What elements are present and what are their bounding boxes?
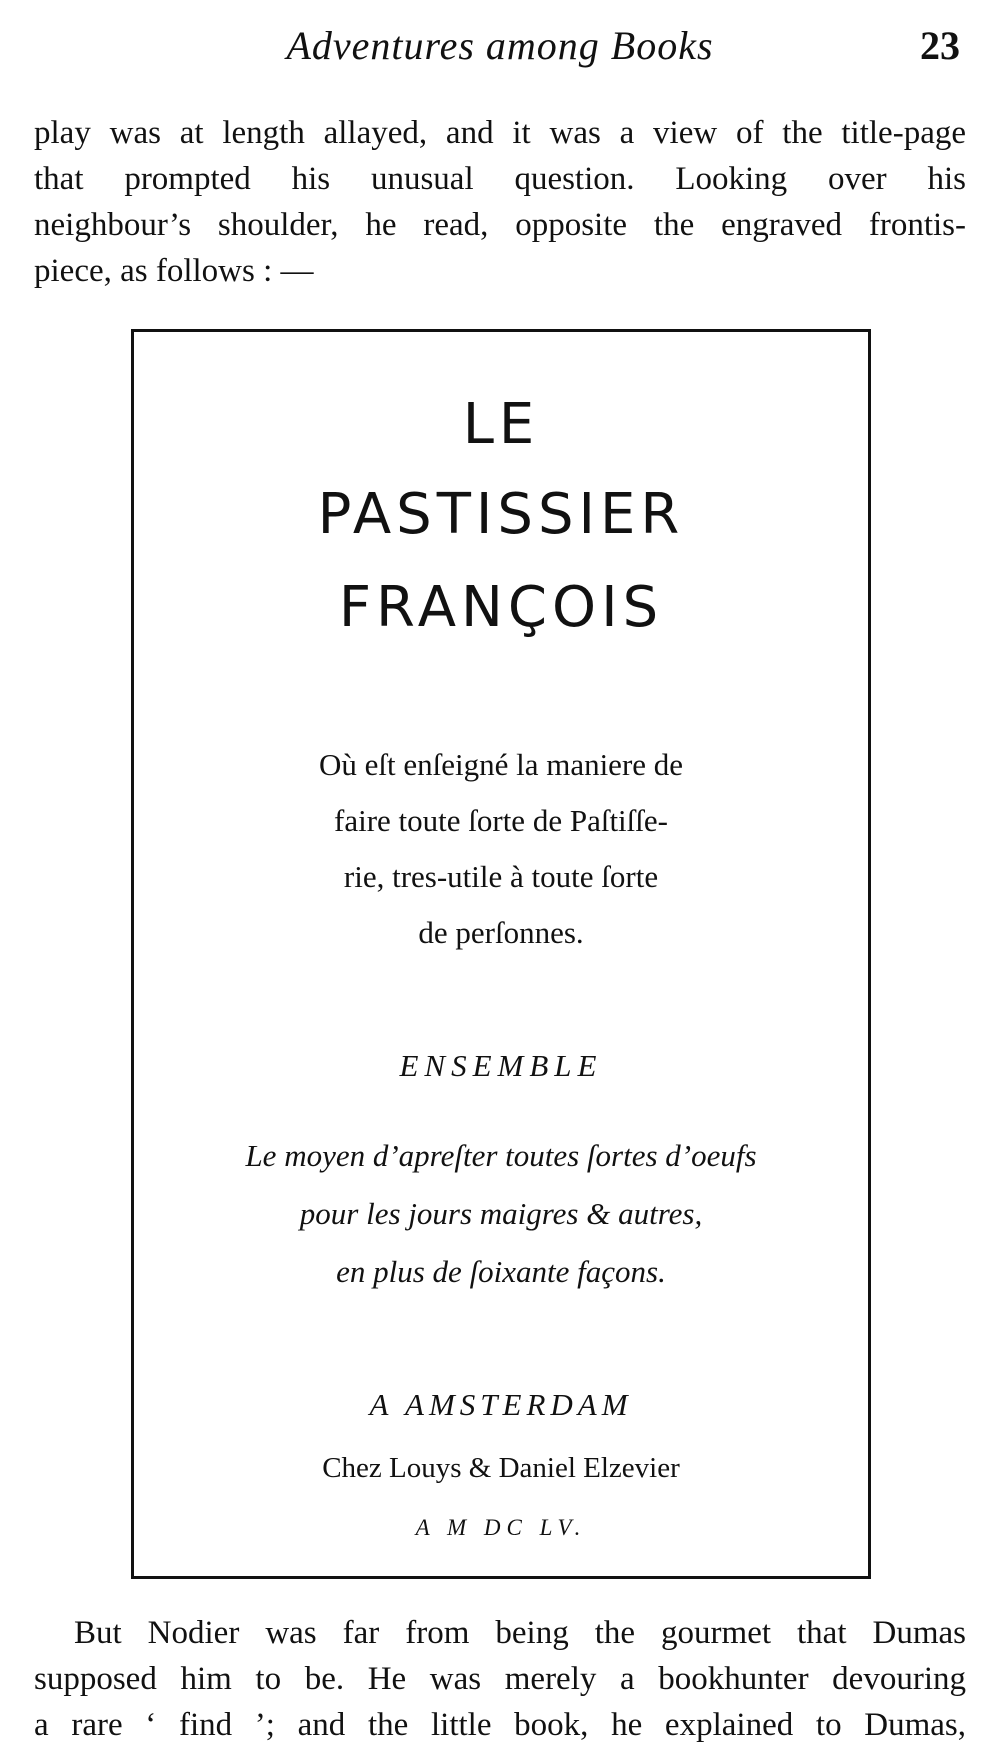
description-line: faire toute ſorte de Paſtiſſe- [334, 803, 668, 838]
title-page-line-francois: FRANÇOIS [338, 575, 664, 640]
subtitle-line: Le moyen d’apreſter toutes ſortes d’oeufs [245, 1138, 757, 1173]
running-header [0, 22, 1000, 72]
text-line: supposed him to be. He was merely a bookhunter devouring [34, 1661, 966, 1697]
title-page-facsimile [131, 329, 871, 1579]
text-line: But Nodier was far from being the gourmet that Dumas [74, 1615, 966, 1651]
title-page-line-le: LE [462, 392, 540, 457]
title-page-line-pastissier: PASTISSIER [317, 482, 685, 547]
text-line: piece, as follows : — [34, 253, 314, 289]
title-page-place: A AMSTERDAM [369, 1387, 633, 1422]
title-page-printer: Chez Louys & Daniel Elzevier [322, 1452, 680, 1484]
text-line: that prompted his unusual question. Looking over his [34, 161, 966, 197]
paragraph-bottom [34, 1610, 966, 1748]
text-line: a rare ‘ find ’; and the little book, he explained to Dumas, [34, 1707, 966, 1743]
title-page-ensemble: ENSEMBLE [399, 1048, 603, 1083]
page-number: 23 [920, 23, 960, 68]
text-line: neighbour’s shoulder, he read, opposite the engraved frontis- [34, 207, 966, 243]
description-line: de perſonnes. [418, 915, 584, 950]
description-line: rie, tres-utile à toute ſorte [343, 859, 659, 894]
paragraph-top [34, 110, 966, 294]
subtitle-line: en plus de ſoixante façons. [336, 1254, 666, 1289]
title-page-subtitle [134, 1127, 868, 1301]
title-page-date: A M DC LV. [415, 1515, 587, 1540]
subtitle-line: pour les jours maigres & autres, [299, 1196, 703, 1231]
running-title: Adventures among Books [286, 23, 714, 68]
title-page-description [134, 737, 868, 961]
text-line: play was at length allayed, and it was a view of the title-page [34, 115, 966, 151]
description-line: Où eſt enſeigné la maniere de [318, 747, 684, 782]
